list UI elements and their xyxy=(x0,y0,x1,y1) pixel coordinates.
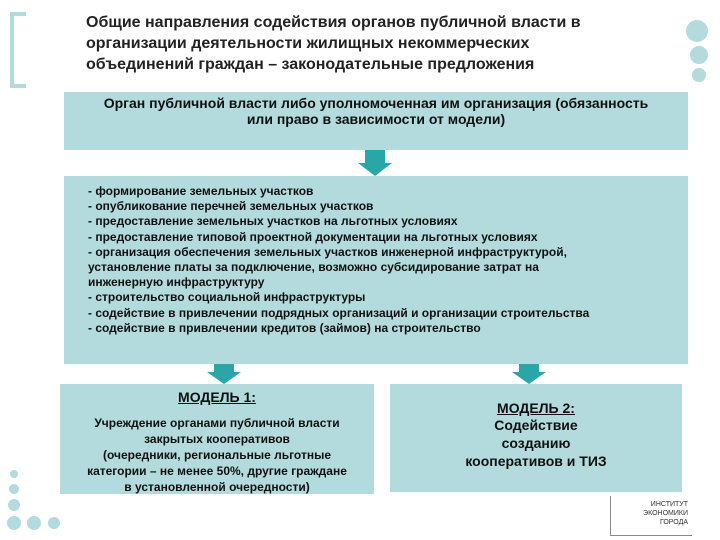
authority-text xyxy=(64,92,688,127)
model-2-line: кооперативов и ТИЗ xyxy=(465,453,607,469)
model-1-line: Учреждение органами публичной власти xyxy=(94,416,340,430)
measures-box xyxy=(64,176,688,364)
decorative-dot xyxy=(9,484,19,494)
decorative-dot xyxy=(8,499,20,511)
decorative-dot xyxy=(690,46,708,64)
authority-text-line: или право в зависимости от модели) xyxy=(246,111,506,127)
decorative-dot xyxy=(27,516,41,530)
logo-line: ГОРОДА xyxy=(659,519,688,526)
down-arrow-icon xyxy=(358,150,392,176)
logo-line: ИНСТИТУТ xyxy=(650,501,688,508)
model-1-line: в установленной очередности) xyxy=(124,480,310,494)
model-2-line: созданию xyxy=(501,435,571,451)
model-1-box xyxy=(60,384,374,494)
list-item: - предоставление типовой проектной документации на льготных условиях xyxy=(88,229,538,244)
list-item: - содействие в привлечении подрядных организаций и организации строительства xyxy=(88,305,590,320)
decorative-dot xyxy=(692,68,706,82)
list-item: - предоставление земельных участков на льготных условиях xyxy=(88,214,458,229)
down-arrow-icon xyxy=(207,364,241,384)
authority-box xyxy=(64,92,688,150)
list-item: установление платы за подключение, возможно субсидирование затрат на xyxy=(88,260,539,275)
model-1-description xyxy=(60,415,374,495)
model-2-box xyxy=(390,384,682,492)
title-line: объединений граждан – законодательные предложения xyxy=(86,56,535,73)
model-1-line: (очередники, региональные льготные xyxy=(102,448,332,462)
institute-logo xyxy=(610,496,692,536)
down-arrow-icon xyxy=(512,364,546,384)
decorative-dot xyxy=(686,20,708,42)
model-1-line: категории – не менее 50%, другие граждане xyxy=(87,464,347,478)
model-2-heading: МОДЕЛЬ 2: xyxy=(497,400,575,416)
list-item: инженерную инфраструктуру xyxy=(88,275,265,290)
list-item: - опубликование перечней земельных участков xyxy=(88,199,374,214)
model-2-description xyxy=(390,416,682,470)
list-item: - содействие в привлечении кредитов (займов) на строительство xyxy=(88,320,481,335)
logo-line: ЭКОНОМИКИ xyxy=(643,510,688,517)
list-item: - строительство социальной инфраструктуры xyxy=(88,290,366,305)
model-1-line: закрытых кооперативов xyxy=(144,432,290,446)
decorative-dot xyxy=(10,470,18,478)
title-line: Общие направления содействия органов публичной власти в xyxy=(86,14,581,31)
authority-text-line: Орган публичной власти либо уполномоченная им организация (обязанность xyxy=(103,95,649,111)
decorative-dot xyxy=(48,517,60,529)
decorative-bracket xyxy=(10,12,26,88)
model-2-line: Содействие xyxy=(494,417,578,433)
page-title xyxy=(86,12,686,75)
model-1-heading: МОДЕЛЬ 1: xyxy=(178,389,256,405)
list-item: - формирование земельных участков xyxy=(88,184,314,198)
measures-list xyxy=(88,184,688,336)
list-item: - организация обеспечения земельных участков инженерной инфраструктурой, xyxy=(88,244,567,259)
decorative-dot xyxy=(7,516,21,530)
title-line: организации деятельности жилищных некоммерческих xyxy=(86,35,530,52)
